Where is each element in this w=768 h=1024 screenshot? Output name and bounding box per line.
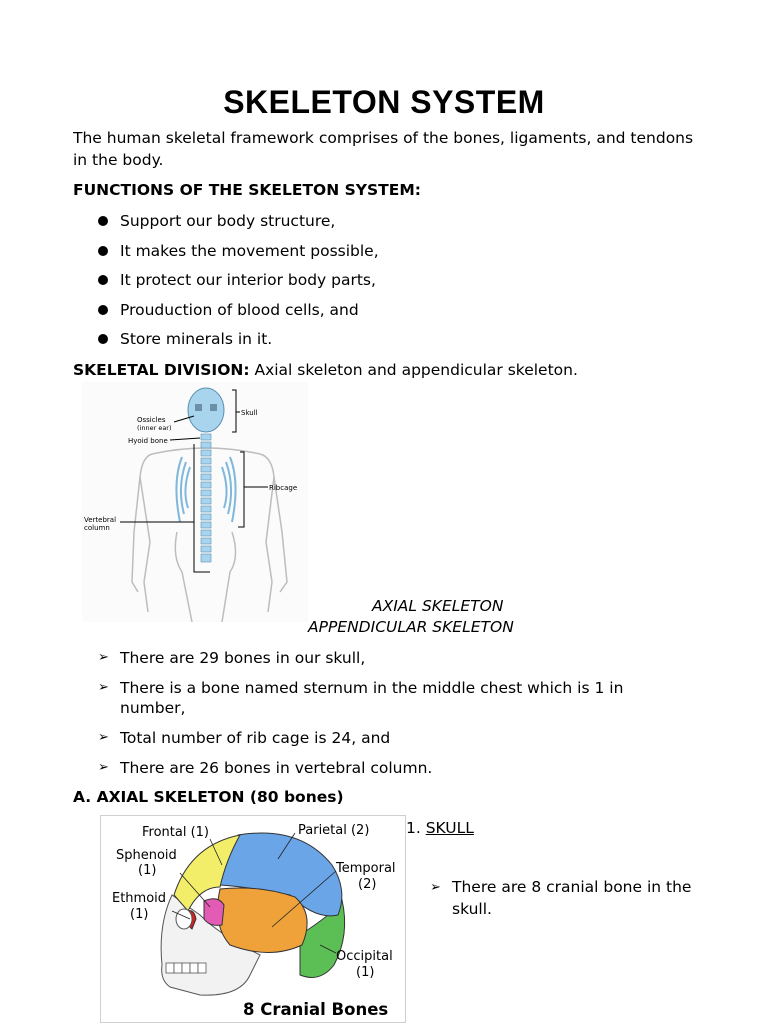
facts-list — [98, 648, 680, 778]
list-item: Prouduction of blood cells, and — [120, 300, 379, 320]
label-sphenoid: Sphenoid — [116, 848, 177, 863]
list-item: Support our body structure, — [120, 211, 379, 231]
functions-list — [120, 211, 379, 349]
label-vertebral: Vertebral — [84, 516, 117, 524]
label-column: column — [84, 524, 110, 532]
skeleton-figure — [82, 382, 308, 622]
caption-axial: AXIAL SKELETON — [372, 597, 504, 615]
skull-figure — [100, 815, 406, 1023]
bullet-icon — [98, 334, 108, 344]
temporal-bone — [218, 888, 308, 953]
arrow-bullet-icon: ➢ — [98, 730, 109, 745]
label-sphenoid-count: (1) — [138, 863, 157, 878]
page-title: SKELETON SYSTEM — [223, 84, 545, 120]
bullet-icon — [98, 275, 108, 285]
list-item: Store minerals in it. — [120, 329, 379, 349]
skeletal-division — [73, 359, 578, 381]
list-item: ➢ There are 26 bones in vertebral column. — [98, 759, 433, 777]
skull-title: SKULL — [425, 819, 474, 837]
list-item: ➢ There are 29 bones in our skull, — [98, 649, 366, 667]
label-frontal: Frontal (1) — [142, 825, 210, 840]
list-item: ➢ Total number of rib cage is 24, and — [98, 729, 391, 747]
label-ribcage: Ribcage — [269, 484, 298, 492]
label-ethmoid: Ethmoid — [112, 891, 167, 906]
intro-paragraph: The human skeletal framework comprises of the bones, ligaments, and tendons in the body. — [73, 129, 694, 169]
division-text: Axial skeleton and appendicular skeleton. — [249, 361, 578, 379]
label-ethmoid-count: (1) — [130, 907, 149, 922]
skull-section-number: 1. — [406, 819, 426, 837]
skull-facts-list — [430, 876, 702, 920]
sphenoid-bone — [204, 899, 224, 926]
list-item: It makes the movement possible, — [120, 241, 379, 261]
label-temporal-count: (2) — [358, 877, 377, 892]
skull-caption: 8 Cranial Bones — [243, 1000, 389, 1019]
label-occipital: Occipital — [336, 949, 393, 964]
list-item: ➢ There is a bone named sternum in the middle chest which is 1 in number, — [98, 679, 624, 717]
bullet-icon — [98, 305, 108, 315]
axial-heading: A. AXIAL SKELETON (80 bones) — [73, 788, 344, 806]
label-temporal: Temporal — [336, 861, 396, 876]
caption-appendicular: APPENDICULAR SKELETON — [308, 618, 514, 636]
arrow-bullet-icon: ➢ — [430, 880, 441, 895]
label-inner-ear: (inner ear) — [137, 424, 172, 432]
label-hyoid: Hyoid bone — [128, 437, 168, 445]
label-parietal: Parietal (2) — [298, 823, 370, 838]
functions-heading: FUNCTIONS OF THE SKELETON SYSTEM: — [73, 181, 421, 199]
skull-section-title — [406, 817, 474, 839]
label-ossicles: Ossicles — [137, 416, 166, 424]
arrow-bullet-icon: ➢ — [98, 650, 109, 665]
label-occipital-count: (1) — [356, 965, 375, 980]
arrow-bullet-icon: ➢ — [98, 760, 109, 775]
label-skull: Skull — [241, 409, 258, 417]
bullet-icon — [98, 216, 108, 226]
bullet-icon — [98, 246, 108, 256]
division-label: SKELETAL DIVISION: — [73, 361, 250, 379]
list-item: ➢ There are 8 cranial bone in the skull. — [430, 878, 692, 918]
list-item: It protect our interior body parts, — [120, 270, 379, 290]
arrow-bullet-icon: ➢ — [98, 680, 109, 695]
